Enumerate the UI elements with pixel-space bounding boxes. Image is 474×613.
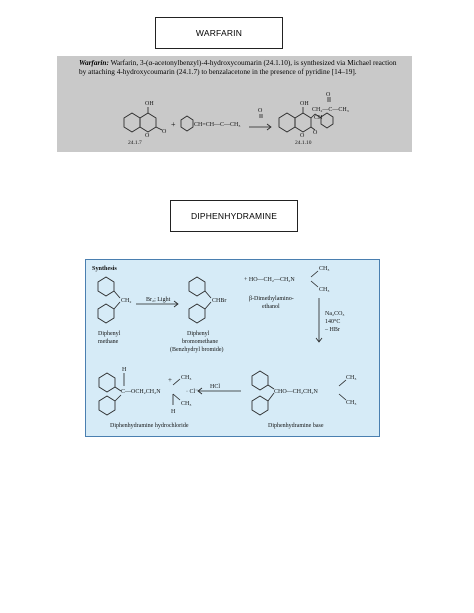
benzalacetone-oxygen: O [258,108,263,114]
warfarin-title: WARFARIN [195,28,243,38]
warfarin-title-box [155,17,283,49]
warfarin-phenyl-ring [321,113,333,128]
aminoethanol-formula: + HO—CH₂—CH₂N [244,277,295,283]
benzalacetone-chain: CH=CH—C—CH₃ [194,122,241,128]
amine-methyl-bottom: CH₃ [319,287,330,293]
warfarin-benzene-ring [279,113,295,132]
hydrochloride-name: Diphenhydramine hydrochloride [110,423,189,429]
bromide-ring-top [189,277,205,296]
salt-methyl-bottom: CH₃ [181,401,192,407]
chloride-label: · Cl⁻ [186,389,199,395]
carbonyl-oxygen-label: O [162,129,167,135]
salt-ring-top [99,373,115,392]
diphenhydramine-title-box [170,200,298,232]
aminoethanol-name-1: β-Dimethylamino- [249,296,294,302]
methylene-label: CH₂ [121,298,132,304]
compound-label-24-1-10: 24.1.10 [295,140,312,146]
diphenhydramine-title: DIPHENHYDRAMINE [190,211,278,221]
base-methyl-top: CH₃ [346,375,357,381]
ring-oxygen-label: O [145,133,150,139]
salt-nh: H [171,409,176,415]
product-carbonyl-oxygen: O [313,130,318,136]
product-methine: CH [314,115,323,121]
diphenhydramine-synthesis-figure [85,259,380,437]
hcl-label: HCl [210,384,221,390]
warfarin-excerpt [57,56,412,152]
product-ketone-oxygen: O [326,92,331,98]
warfarin-heading: Warfarin: [79,58,109,67]
salt-methyl-top: CH₃ [181,375,192,381]
amine-methyl-top: CH₃ [319,266,330,272]
product-ring-oxygen: O [300,133,305,139]
diphenylmethane-name-1: Diphenyl [98,331,121,337]
bromide-name-3: (Benzhydryl bromide) [170,347,224,353]
condition-temperature: 140°C [325,319,341,325]
base-name: Diphenhydramine base [268,423,324,429]
diphenylmethane-ring-top [98,277,114,296]
warfarin-pyranone-ring [295,113,311,132]
coumarin-benzene-ring [124,113,140,132]
salt-methine-h: H [122,367,127,373]
diphenylmethane-name-2: methane [98,339,119,345]
ammonium-charge: + [168,376,172,384]
aminoethanol-name-2: ethanol [262,304,280,310]
product-hydroxy-label: OH [300,101,309,107]
synthesis-heading: Synthesis [92,265,117,272]
bromination-conditions: Br₂; Light [146,297,171,303]
base-chain: CHO—CH₂CH₂N [274,389,318,395]
salt-ring-bottom [99,396,115,415]
warfarin-description: Warfarin, 3-(α-acetonylbenzyl)-4-hydroxycoumarin (24.1.10), is synthesized via Michael reaction by attaching 4-hydroxycoumarin (24.1.7) to benzalacetone in the presence of pyridine [14–19]. [79,58,397,77]
bromide-name-2: bromomethane [182,339,218,345]
bromide-ring-bottom [189,304,205,323]
chbr-label: CHBr [212,298,227,304]
compound-label-24-1-7: 24.1.7 [128,140,142,146]
product-side-chain: CH₂—C—CH₃ [312,107,349,113]
condition-elimination: – HBr [325,327,340,333]
base-ring-top [252,371,268,390]
diphenhydramine-reaction-scheme [86,260,379,436]
coumarin-pyranone-ring [140,113,156,132]
condition-base: Na₂CO₃ [325,311,345,317]
bromide-name-1: Diphenyl [187,331,210,337]
base-ring-bottom [252,396,268,415]
salt-chain: C—OCH₂CH₂N [121,389,161,395]
base-methyl-bottom: CH₃ [346,400,357,406]
diphenylmethane-ring-bottom [98,304,114,323]
plus-sign: + [171,120,176,129]
warfarin-reaction-scheme [57,56,412,152]
benzalacetone-benzene-ring [181,116,193,131]
hydroxy-label: OH [145,101,154,107]
